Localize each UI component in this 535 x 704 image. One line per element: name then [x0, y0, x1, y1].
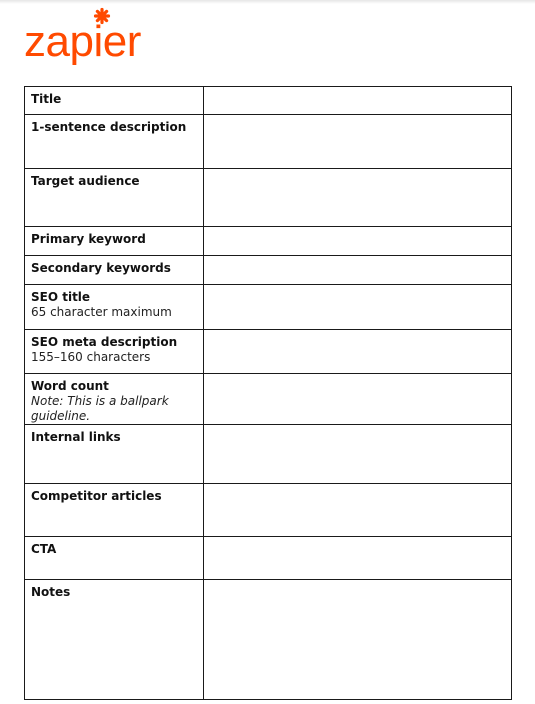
label-cell: [25, 580, 204, 700]
field-label: Word count: [31, 379, 109, 393]
label-cell: [25, 484, 204, 537]
seo-title-value-cell[interactable]: [204, 285, 512, 330]
description-value-cell[interactable]: [204, 115, 512, 169]
row-secondary-keywords: [25, 256, 512, 285]
row-target-audience: [25, 169, 512, 227]
label-cell: [25, 115, 204, 169]
zapier-logo: [24, 6, 174, 70]
field-label: Target audience: [31, 174, 140, 188]
row-word-count: [25, 374, 512, 425]
label-cell: [25, 169, 204, 227]
label-cell: [25, 285, 204, 330]
field-label: Secondary keywords: [31, 261, 171, 275]
label-cell: [25, 87, 204, 115]
seo-meta-description-value-cell[interactable]: [204, 330, 512, 374]
label-cell: [25, 537, 204, 580]
field-note: 155–160 characters: [31, 350, 151, 364]
row-primary-keyword: [25, 227, 512, 256]
zapier-logo-graphic: [24, 6, 174, 70]
row-cta: [25, 537, 512, 580]
target-audience-value-cell[interactable]: [204, 169, 512, 227]
field-label: Title: [31, 92, 62, 106]
field-label: 1-sentence description: [31, 120, 187, 134]
row-notes: [25, 580, 512, 700]
label-cell: [25, 374, 204, 425]
row-description: [25, 115, 512, 169]
field-label: SEO meta description: [31, 335, 178, 349]
row-seo-title: [25, 285, 512, 330]
label-cell: [25, 330, 204, 374]
cta-value-cell[interactable]: [204, 537, 512, 580]
field-label: Notes: [31, 585, 71, 599]
row-competitor-articles: [25, 484, 512, 537]
field-label: SEO title: [31, 290, 91, 304]
secondary-keywords-value-cell[interactable]: [204, 256, 512, 285]
label-cell: [25, 227, 204, 256]
field-note: Note: This is a ballpark guideline.: [31, 394, 169, 423]
row-title: [25, 87, 512, 115]
notes-value-cell[interactable]: [204, 580, 512, 700]
title-value-cell[interactable]: [204, 87, 512, 115]
field-note: 65 character maximum: [31, 305, 172, 319]
logo-wordmark: zapier: [24, 17, 141, 66]
field-label: Competitor articles: [31, 489, 162, 503]
row-internal-links: [25, 425, 512, 484]
internal-links-value-cell[interactable]: [204, 425, 512, 484]
label-cell: [25, 256, 204, 285]
primary-keyword-value-cell[interactable]: [204, 227, 512, 256]
content-brief-table: [24, 86, 512, 700]
field-label: CTA: [31, 542, 57, 556]
word-count-value-cell[interactable]: [204, 374, 512, 425]
label-cell: [25, 425, 204, 484]
competitor-articles-value-cell[interactable]: [204, 484, 512, 537]
field-label: Primary keyword: [31, 232, 146, 246]
row-seo-meta-description: [25, 330, 512, 374]
page-top-edge: [0, 0, 535, 4]
field-label: Internal links: [31, 430, 121, 444]
